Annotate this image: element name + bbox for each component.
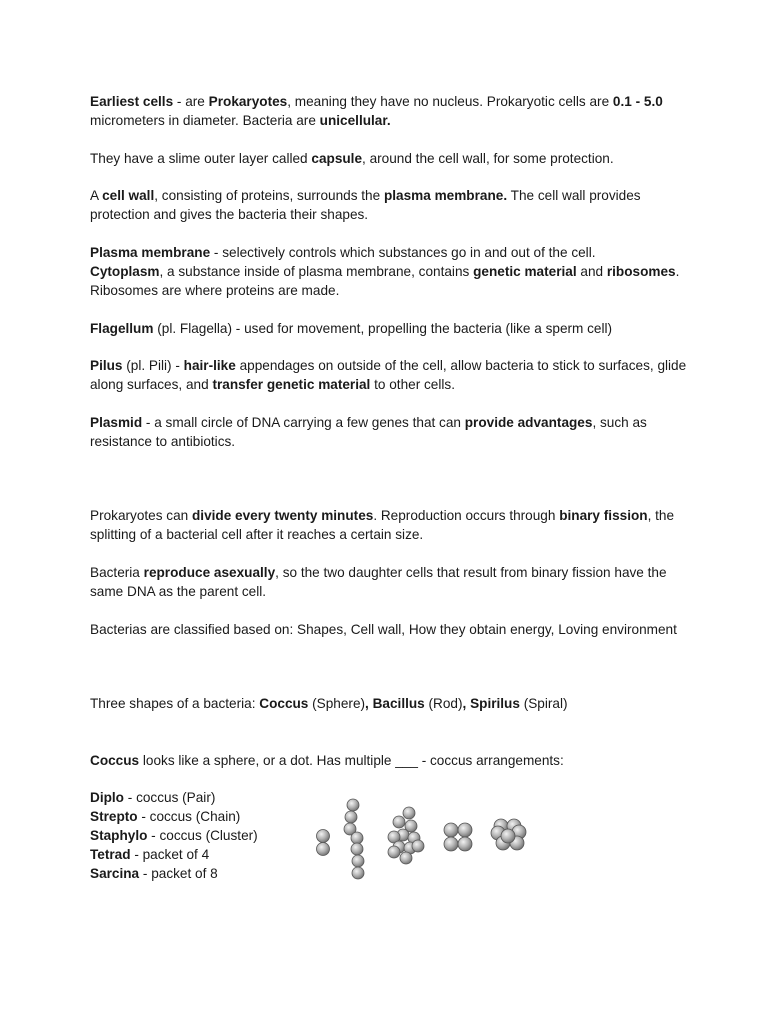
text: , consisting of proteins, surrounds the xyxy=(154,188,384,203)
staphylococcus-figure xyxy=(388,807,424,864)
coccus-sphere xyxy=(444,837,458,851)
term: Staphylo xyxy=(90,828,148,843)
term: Sarcina xyxy=(90,866,140,881)
coccus-sphere xyxy=(351,843,363,855)
term-binary-fission: binary fission xyxy=(559,508,648,523)
term-ribosomes: ribosomes xyxy=(606,264,676,279)
text: A xyxy=(90,188,103,203)
paragraph-flagellum xyxy=(90,319,690,338)
list-item-staphylo xyxy=(90,826,310,845)
coccus-sphere xyxy=(403,807,415,819)
text: - selectively controls which substances go in and out of the cell. xyxy=(210,245,596,260)
term-earliest-cells: Earliest cells xyxy=(90,94,174,109)
coccus-sphere xyxy=(458,837,472,851)
paragraph-capsule xyxy=(90,149,690,168)
term-bacillus: , Bacillus xyxy=(365,696,425,711)
paragraph-coccus xyxy=(90,751,690,770)
text: , the splitting of a bacterial cell after it reaches a certain size. xyxy=(90,508,675,542)
text: micrometers in diameter. Bacteria are xyxy=(90,113,320,128)
coccus-sphere xyxy=(351,832,363,844)
text: and xyxy=(576,264,607,279)
term-pilus: Pilus xyxy=(90,358,123,373)
coccus-arrangements-illustration xyxy=(300,790,540,885)
term-cytoplasm: Cytoplasm xyxy=(90,264,160,279)
term-reproduce-asexually: reproduce asexually xyxy=(143,565,276,580)
term: Tetrad xyxy=(90,847,131,862)
coccus-sphere xyxy=(444,823,458,837)
text: - coccus (Chain) xyxy=(137,809,241,824)
coccus-sphere xyxy=(458,823,472,837)
paragraph-plasmid xyxy=(90,413,690,451)
term-plasmid: Plasmid xyxy=(90,415,143,430)
term-coccus: Coccus xyxy=(259,696,309,711)
text: They have a slime outer layer called xyxy=(90,151,312,166)
text: Prokaryotes can xyxy=(90,508,192,523)
coccus-sphere xyxy=(400,852,412,864)
paragraph-reproduction xyxy=(90,506,690,544)
paragraph-cell-wall xyxy=(90,186,690,224)
coccus-sphere xyxy=(388,846,400,858)
coccus-arrangement-list xyxy=(90,788,310,883)
text: - coccus (Pair) xyxy=(123,790,216,805)
sarcina-figure xyxy=(491,819,526,850)
term-spirilus: , Spirilus xyxy=(462,696,520,711)
term-plasma-membrane: Plasma membrane xyxy=(90,245,211,260)
text: (Spiral) xyxy=(519,696,568,711)
term-divide-every-twenty-minutes: divide every twenty minutes xyxy=(192,508,374,523)
term-genetic-material: genetic material xyxy=(473,264,577,279)
text: - are xyxy=(173,94,209,109)
text: , a substance inside of plasma membrane, contains xyxy=(159,264,474,279)
text: - a small circle of DNA carrying a few genes that can xyxy=(142,415,465,430)
paragraph-asexual xyxy=(90,563,690,601)
text: , meaning they have no nucleus. Prokaryotic cells are xyxy=(287,94,613,109)
paragraph-plasma-membrane xyxy=(90,243,690,300)
text: , around the cell wall, for some protection. xyxy=(362,151,614,166)
text: to other cells. xyxy=(370,377,455,392)
text: The cell wall provides protection and gives the bacteria their shapes. xyxy=(90,188,641,222)
text: . Reproduction occurs through xyxy=(373,508,560,523)
term: Strepto xyxy=(90,809,138,824)
coccus-sphere xyxy=(317,830,330,843)
coccus-sphere xyxy=(317,843,330,856)
term-size-range: 0.1 - 5.0 xyxy=(612,94,663,109)
text: Three shapes of a bacteria: xyxy=(90,696,260,711)
term-transfer-genetic-material: transfer genetic material xyxy=(212,377,371,392)
term-capsule: capsule xyxy=(311,151,363,166)
term-unicellular: unicellular. xyxy=(319,113,391,128)
term-provide-advantages: provide advantages xyxy=(464,415,593,430)
text: , so the two daughter cells that result from binary fission have the same DNA as the parent cell. xyxy=(90,565,667,599)
text: - packet of 4 xyxy=(130,847,210,862)
paragraph-classification xyxy=(90,620,690,639)
term-coccus: Coccus xyxy=(90,753,140,768)
coccus-sphere xyxy=(347,799,359,811)
coccus-sphere xyxy=(393,816,405,828)
text: looks like a sphere, or a dot. Has multiple ___ - coccus arrangements: xyxy=(139,753,564,768)
text: Bacterias are classified based on: Shapes, Cell wall, How they obtain energy, Loving environment xyxy=(90,622,677,637)
term-prokaryotes: Prokaryotes xyxy=(208,94,288,109)
paragraph-pilus xyxy=(90,356,690,394)
list-item-tetrad xyxy=(90,845,310,864)
text: appendages on outside of the cell, allow bacteria to stick to surfaces, glide along surfaces, and xyxy=(90,358,687,392)
coccus-sphere xyxy=(352,855,364,867)
diplococcus-figure xyxy=(317,830,330,856)
term-plasma-membrane: plasma membrane. xyxy=(383,188,508,203)
text: (Sphere) xyxy=(308,696,366,711)
list-item-diplo xyxy=(90,788,310,807)
list-item-strepto xyxy=(90,807,310,826)
text: (pl. Pili) - xyxy=(122,358,184,373)
coccus-sphere xyxy=(345,811,357,823)
paragraph-earliest-cells xyxy=(90,92,690,130)
text: . Ribosomes are where proteins are made. xyxy=(90,264,680,298)
coccus-sphere xyxy=(501,829,515,843)
text: (pl. Flagella) - used for movement, propelling the bacteria (like a sperm cell) xyxy=(153,321,613,336)
term-hair-like: hair-like xyxy=(183,358,236,373)
tetrad-figure xyxy=(444,823,472,851)
text: , such as resistance to antibiotics. xyxy=(90,415,647,449)
text: - packet of 8 xyxy=(139,866,218,881)
term-flagellum: Flagellum xyxy=(90,321,154,336)
paragraph-shapes xyxy=(90,694,690,713)
term: Diplo xyxy=(90,790,124,805)
text: - coccus (Cluster) xyxy=(147,828,258,843)
term-cell-wall: cell wall xyxy=(102,188,155,203)
text: Bacteria xyxy=(90,565,144,580)
coccus-sphere xyxy=(352,867,364,879)
streptococcus-figure xyxy=(344,799,364,879)
list-item-sarcina xyxy=(90,864,310,883)
coccus-sphere xyxy=(412,840,424,852)
text: (Rod) xyxy=(424,696,463,711)
